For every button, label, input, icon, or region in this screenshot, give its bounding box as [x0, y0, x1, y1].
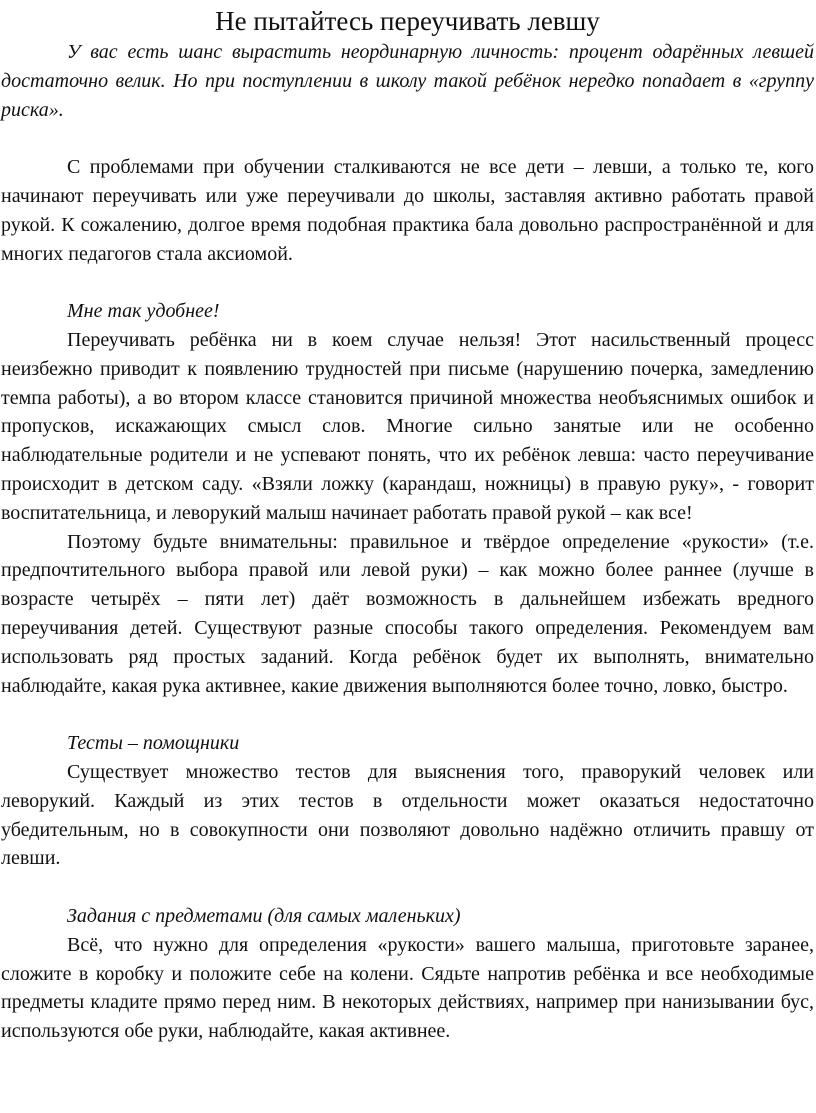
paragraph-gap [1, 268, 814, 297]
body-paragraph: Всё, что нужно для определения «рукости» вашего малыша, приготовьте заранее, сложите в коробку и положите себе на колени. Сядьте напротив ребёнка и все необходимые предметы кладите прямо перед ним. В некоторых действиях, например при нанизывании бус, используются обе руки, наблюдайте, какая активнее. [1, 933, 814, 1043]
document-title: Не пытайтесь переучивать левшу [215, 6, 600, 36]
intro-paragraph: У вас есть шанс вырастить неординарную личность: процент одарённых левшей достаточно велик. Но при поступлении в школу такой ребёнок нередко попадает в «группу риска». [1, 41, 814, 121]
body-paragraph: Поэтому будьте внимательны: правильное и твёрдое определение «рукости» (т.е. предпочтительного выбора правой или левой руки) – как можно более раннее (лучше в возрасте четырёх – пяти лет) даёт возможность в дальнейшем избежать вредного переучивания детей. Существуют разные способы такого определения. Рекомендуем вам использовать ряд простых заданий. Когда ребёнок будет их выполнять, внимательно наблюдайте, какая рука активнее, какие движения выполняются более точно, ловко, быстро. [1, 530, 814, 697]
section-heading: Тесты – помощники [67, 732, 240, 755]
paragraph-gap [1, 700, 814, 729]
body-paragraph: Существует множество тестов для выяснения того, праворукий человек или леворукий. Каждый из этих тестов в отдельности может оказаться недостаточно убедительным, но в совокупности они позволяют довольно надёжно отличить правшу от левши. [1, 760, 814, 870]
paragraph-gap [1, 873, 814, 902]
section-heading: Задания с предметами (для самых маленьких) [67, 904, 461, 927]
paragraph-gap [1, 124, 814, 153]
body-paragraph: С проблемами при обучении сталкиваются не все дети – левши, а только те, кого начинают переучивать или уже переучивали до школы, заставляя активно работать правой рукой. К сожалению, долгое время подобная практика бала довольно распространённой и для многих педагогов стала аксиомой. [1, 156, 814, 265]
section-heading: Мне так удобнее! [67, 300, 220, 323]
body-paragraph: Переучивать ребёнка ни в коем случае нельзя! Этот насильственный процесс неизбежно приводит к появлению трудностей при письме (нарушению почерка, замедлению темпа работы), а во втором классе становится причиной множества необъяснимых ошибок и пропусков, искажающих смысл слов. Многие сильно занятые или не особенно наблюдательные родители и не успевают понять, что их ребёнок левша: часто переучивание происходит в детском саду. «Взяли ложку (карандаш, ножницы) в правую руку», - говорит воспитательница, и леворукий малыш начинает работать правой рукой – как все! [1, 328, 814, 524]
